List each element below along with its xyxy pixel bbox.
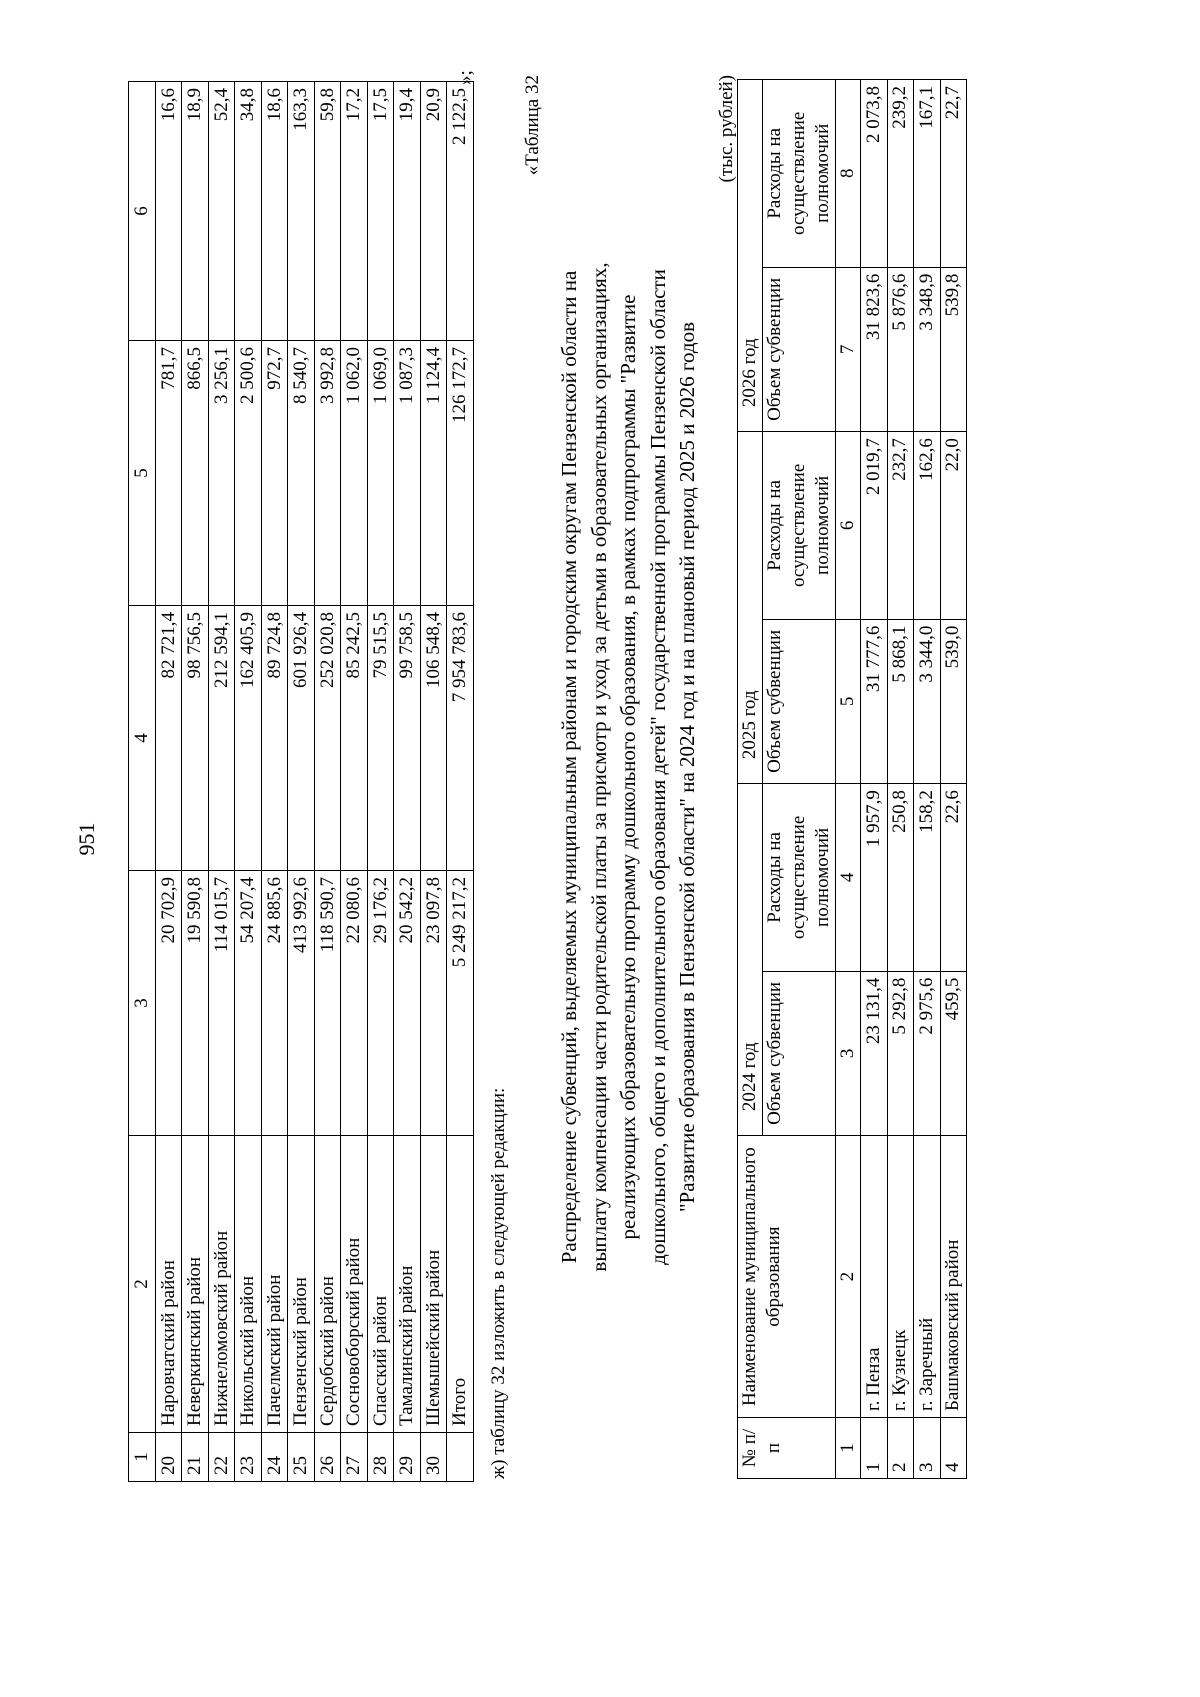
amendment-text: ж) таблицу 32 изложить в следующей редакции: (488, 1087, 509, 1479)
value-cell: 19,4 (394, 82, 421, 341)
table-header-row (129, 82, 156, 1482)
value-cell: 250,8 (887, 784, 914, 972)
row-number: 28 (367, 1433, 394, 1482)
table-row (341, 82, 368, 1482)
row-number: 22 (208, 1433, 235, 1482)
header-name: Наименование муниципального образования (738, 1136, 836, 1418)
total-row (447, 82, 474, 1482)
value-cell: 85 242,5 (341, 606, 368, 871)
district-name: Тамалинский район (394, 1136, 421, 1433)
header-year: 2025 год (738, 432, 763, 784)
value-cell: 1 124,4 (420, 341, 447, 606)
total-value: 5 249 217,2 (447, 871, 474, 1136)
table-title (555, 77, 703, 1457)
header-cell: 2 (129, 1136, 156, 1433)
value-cell: 52,4 (208, 82, 235, 341)
value-cell: 2 500,6 (235, 341, 262, 606)
header-year: 2024 год (738, 784, 763, 1136)
district-name: Шемышейский район (420, 1136, 447, 1433)
total-value: 2 122,5 (447, 82, 474, 341)
subheader-volume: Объем субвенции (763, 971, 836, 1136)
value-cell: 99 758,5 (394, 606, 421, 871)
row-number: 26 (314, 1433, 341, 1482)
district-name: Сосновоборский район (341, 1136, 368, 1433)
value-cell: 82 721,4 (155, 606, 182, 871)
value-cell: 17,2 (341, 82, 368, 341)
closing-quote: »; (455, 70, 476, 85)
total-value: 126 172,7 (447, 341, 474, 606)
table-row (208, 82, 235, 1482)
value-cell: 539,0 (940, 619, 967, 784)
value-cell: 20 702,9 (155, 871, 182, 1136)
value-cell: 5 292,8 (887, 971, 914, 1136)
value-cell: 3 992,8 (314, 341, 341, 606)
value-cell: 118 590,7 (314, 871, 341, 1136)
district-name: Пензенский район (288, 1136, 315, 1433)
value-cell: 23 131,4 (861, 971, 888, 1136)
header-cell: 1 (129, 1433, 156, 1482)
value-cell: 3 344,0 (914, 619, 941, 784)
table-header-row (738, 80, 763, 1479)
table-row (235, 82, 262, 1482)
district-name: Спасский район (367, 1136, 394, 1433)
title-line: реализующих образовательную программу дошкольного образования, в рамках подпрограммы "Развитие (616, 294, 640, 1240)
value-cell: 1 087,3 (394, 341, 421, 606)
value-cell: 212 594,1 (208, 606, 235, 871)
value-cell: 23 097,8 (420, 871, 447, 1136)
row-number: 25 (288, 1433, 315, 1482)
title-line: дошкольного, общего и дополнительного образования детей" государственной программы Пензенской области (645, 269, 670, 1265)
column-number: 8 (836, 80, 861, 268)
table-row (288, 82, 315, 1482)
table-row (314, 82, 341, 1482)
value-cell: 5 868,1 (887, 619, 914, 784)
value-cell: 866,5 (182, 341, 209, 606)
district-name: Нижнеломовский район (208, 1136, 235, 1433)
value-cell: 3 348,9 (914, 267, 941, 432)
value-cell: 22 080,6 (341, 871, 368, 1136)
row-number: 4 (940, 1418, 967, 1479)
column-number: 7 (836, 267, 861, 432)
municipality-name: г. Пенза (861, 1136, 888, 1418)
value-cell: 22,6 (940, 784, 967, 972)
column-number: 1 (836, 1418, 861, 1479)
district-name: Неверкинский район (182, 1136, 209, 1433)
value-cell: 781,7 (155, 341, 182, 606)
value-cell: 601 926,4 (288, 606, 315, 871)
value-cell: 539,8 (940, 267, 967, 432)
value-cell: 163,3 (288, 82, 315, 341)
table-row (914, 80, 941, 1479)
column-number: 4 (836, 784, 861, 972)
title-line: выплату компенсации части родительской платы за присмотр и уход за детьми в образовательных организациях, (586, 262, 611, 1272)
column-number: 2 (836, 1136, 861, 1418)
value-cell: 34,8 (235, 82, 262, 341)
row-number: 27 (341, 1433, 368, 1482)
row-number: 3 (914, 1418, 941, 1479)
subheader-volume: Объем субвенции (763, 619, 836, 784)
row-number: 20 (155, 1433, 182, 1482)
subheader-expenses: Расходы на осуществление полномочий (763, 784, 836, 972)
value-cell: 17,5 (367, 82, 394, 341)
row-number: 29 (394, 1433, 421, 1482)
district-name: Пачелмский район (261, 1136, 288, 1433)
row-number: 2 (887, 1418, 914, 1479)
row-number: 30 (420, 1433, 447, 1482)
header-number: № п/п (738, 1418, 836, 1479)
value-cell: 54 207,4 (235, 871, 262, 1136)
table-row (887, 80, 914, 1479)
value-cell: 24 885,6 (261, 871, 288, 1136)
page-number: 951 (74, 822, 99, 856)
value-cell: 5 876,6 (887, 267, 914, 432)
column-number: 6 (836, 432, 861, 620)
column-number: 3 (836, 971, 861, 1136)
value-cell: 2 073,8 (861, 80, 888, 268)
district-name: Сердобский район (314, 1136, 341, 1433)
unit-label: (тыс. рублей) (716, 75, 737, 183)
header-cell: 5 (129, 341, 156, 606)
value-cell: 252 020,8 (314, 606, 341, 871)
value-cell: 167,1 (914, 80, 941, 268)
municipality-name: г. Кузнецк (887, 1136, 914, 1418)
value-cell: 1 957,9 (861, 784, 888, 972)
continuation-table (128, 81, 474, 1482)
subheader-expenses: Расходы на осуществление полномочий (763, 432, 836, 620)
value-cell: 2 019,7 (861, 432, 888, 620)
column-number: 5 (836, 619, 861, 784)
value-cell: 79 515,5 (367, 606, 394, 871)
row-number: 23 (235, 1433, 262, 1482)
value-cell: 18,9 (182, 82, 209, 341)
table-row (261, 82, 288, 1482)
value-cell: 3 256,1 (208, 341, 235, 606)
total-value: 7 954 783,6 (447, 606, 474, 871)
value-cell: 239,2 (887, 80, 914, 268)
table-row (182, 82, 209, 1482)
district-name: Наровчатский район (155, 1136, 182, 1433)
value-cell: 19 590,8 (182, 871, 209, 1136)
value-cell: 20 542,2 (394, 871, 421, 1136)
value-cell: 8 540,7 (288, 341, 315, 606)
value-cell: 89 724,8 (261, 606, 288, 871)
value-cell: 972,7 (261, 341, 288, 606)
value-cell: 22,0 (940, 432, 967, 620)
row-number: 1 (861, 1418, 888, 1479)
row-number (447, 1433, 474, 1482)
value-cell: 59,8 (314, 82, 341, 341)
column-number-row (836, 80, 861, 1479)
value-cell: 18,6 (261, 82, 288, 341)
value-cell: 98 756,5 (182, 606, 209, 871)
value-cell: 2 975,6 (914, 971, 941, 1136)
table-row (940, 80, 967, 1479)
table-row (420, 82, 447, 1482)
table-32 (737, 79, 967, 1479)
value-cell: 16,6 (155, 82, 182, 341)
row-number: 21 (182, 1433, 209, 1482)
title-line: Распределение субвенций, выделяемых муниципальным районам и городским округам Пензенской области на (557, 270, 581, 1264)
subheader-expenses: Расходы на осуществление полномочий (763, 80, 836, 268)
header-cell: 4 (129, 606, 156, 871)
value-cell: 162,6 (914, 432, 941, 620)
municipality-name: г. Заречный (914, 1136, 941, 1418)
value-cell: 162 405,9 (235, 606, 262, 871)
value-cell: 106 548,4 (420, 606, 447, 871)
value-cell: 232,7 (887, 432, 914, 620)
header-year: 2026 год (738, 80, 763, 432)
table-row (861, 80, 888, 1479)
value-cell: 29 176,2 (367, 871, 394, 1136)
subheader-volume: Объем субвенции (763, 267, 836, 432)
value-cell: 31 823,6 (861, 267, 888, 432)
value-cell: 114 015,7 (208, 871, 235, 1136)
value-cell: 413 992,6 (288, 871, 315, 1136)
value-cell: 20,9 (420, 82, 447, 341)
total-label: Итого (447, 1136, 474, 1433)
header-cell: 6 (129, 82, 156, 341)
value-cell: 22,7 (940, 80, 967, 268)
table-row (155, 82, 182, 1482)
title-line: "Развитие образования в Пензенской области" на 2024 год и на плановый период 2025 и 2026 годов (675, 322, 699, 1213)
table-row (367, 82, 394, 1482)
municipality-name: Башмаковский район (940, 1136, 967, 1418)
header-cell: 3 (129, 871, 156, 1136)
value-cell: 1 069,0 (367, 341, 394, 606)
value-cell: 158,2 (914, 784, 941, 972)
value-cell: 1 062,0 (341, 341, 368, 606)
row-number: 24 (261, 1433, 288, 1482)
table-row (394, 82, 421, 1482)
district-name: Никольский район (235, 1136, 262, 1433)
value-cell: 31 777,6 (861, 619, 888, 784)
value-cell: 459,5 (940, 971, 967, 1136)
table-label: «Таблица 32 (522, 75, 543, 176)
